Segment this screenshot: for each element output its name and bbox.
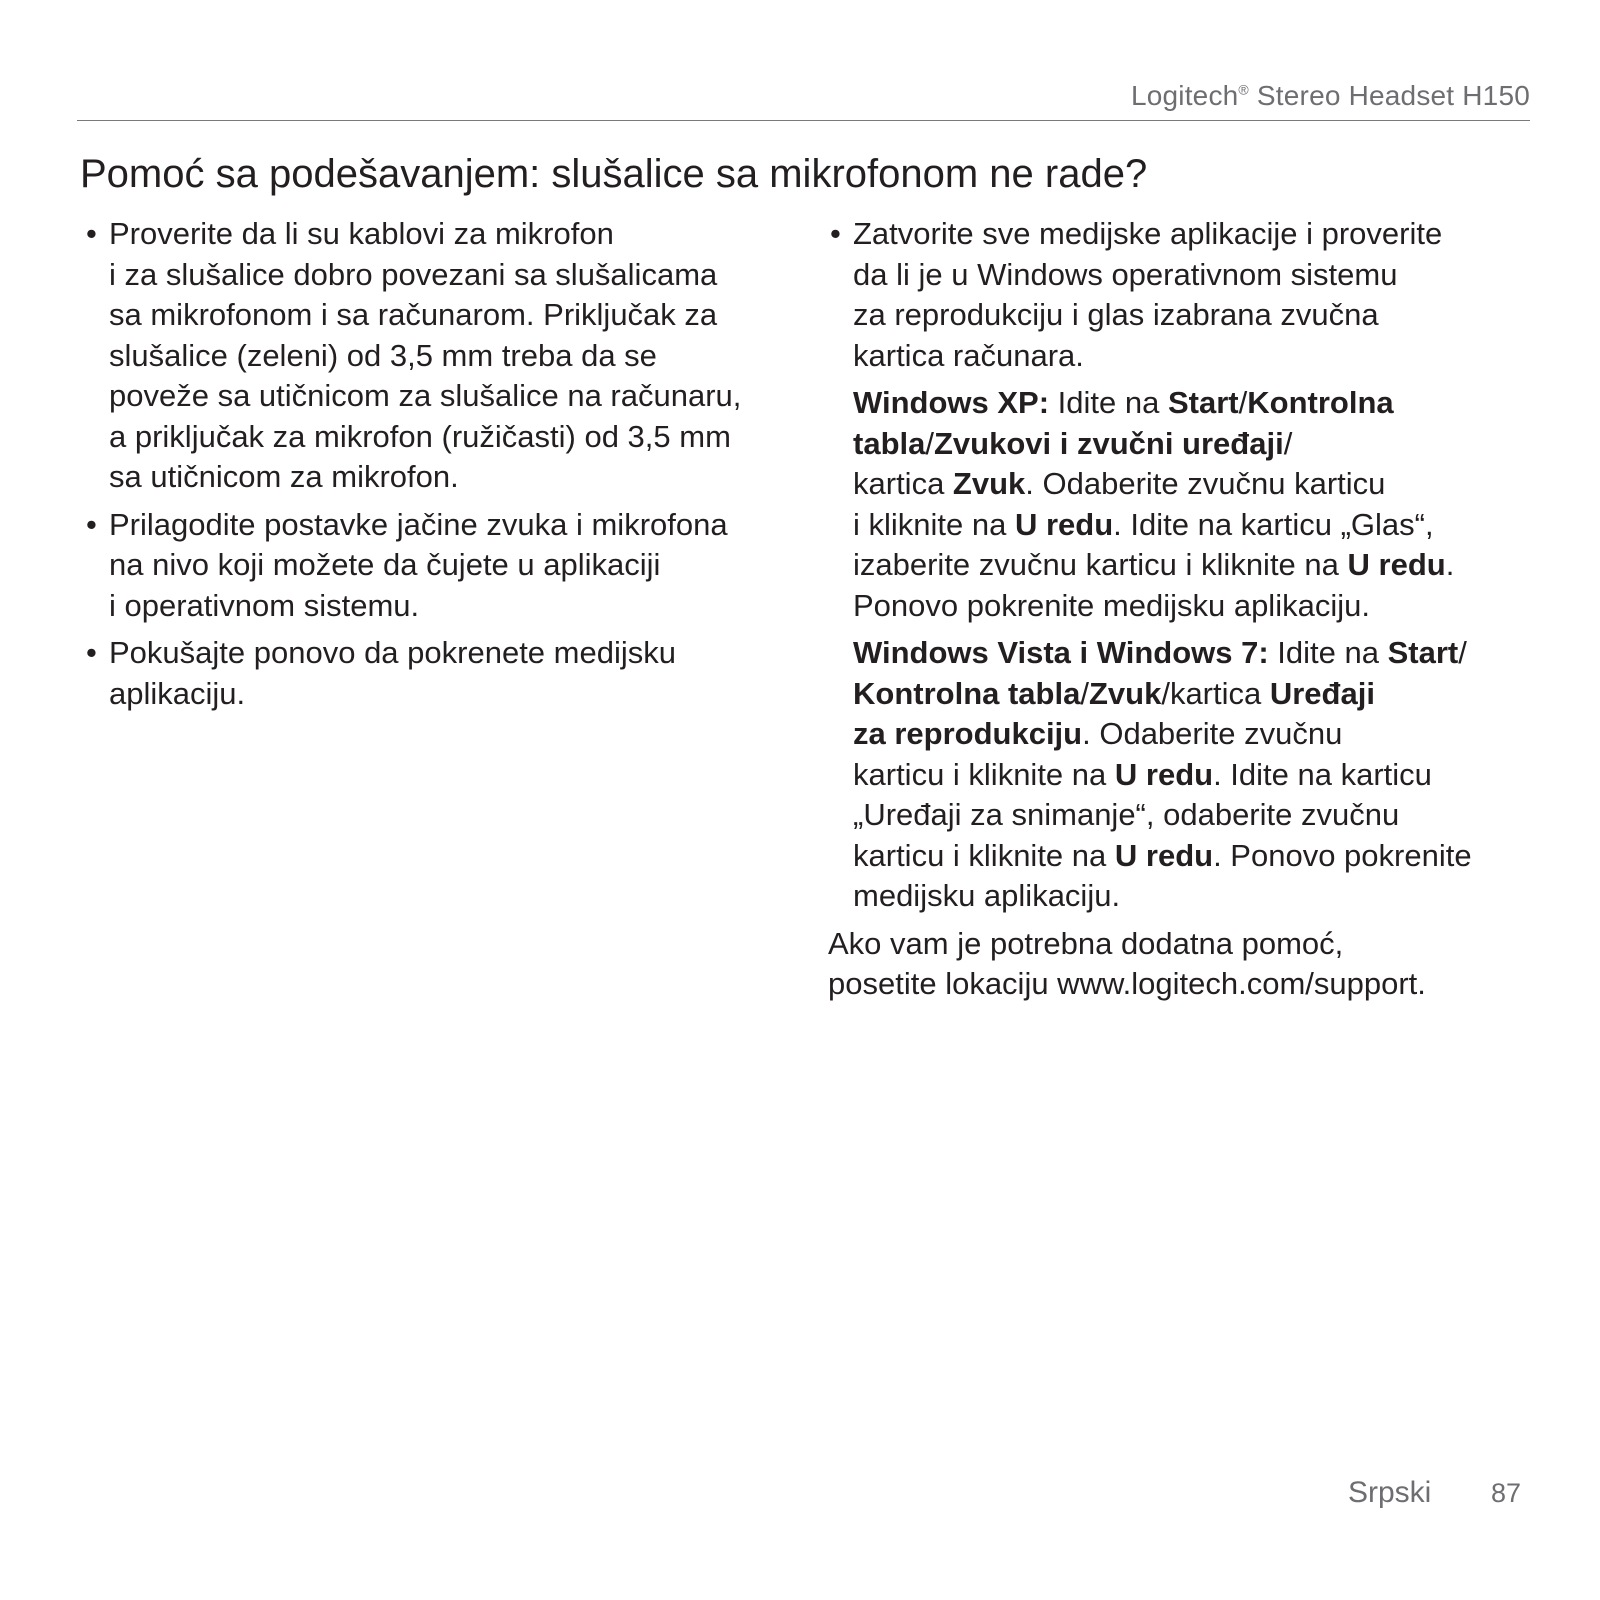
text-line: i za slušalice dobro povezani sa slušalicama [109,256,718,292]
page-header [77,76,1530,121]
text-line [853,424,1535,465]
menu-path-sound: Zvuk [1088,675,1162,711]
ok-button-label: U redu [1114,756,1214,792]
windows-vista-label: Windows Vista i Windows 7: [853,635,1269,670]
text-line [853,633,1535,674]
text-run: i kliknite na [853,506,1015,542]
product-model: Stereo Headset H150 [1248,80,1530,111]
ok-button-label: U redu [1114,837,1214,873]
menu-path-control-panel: Kontrolna tabla [853,675,1081,711]
menu-path-devices: Uređaji [1269,675,1375,711]
text-run: karticu i kliknite na [853,837,1115,873]
path-separator: / [925,425,934,461]
bullet-icon: • [86,506,97,542]
text-line: slušalice (zeleni) od 3,5 mm treba da se [109,337,657,373]
bullet-icon: • [86,216,97,251]
path-separator: / [1080,675,1089,711]
text-line: na nivo koji možete da čujete u aplikaciji [109,547,661,582]
ok-button-label: U redu [1347,547,1446,582]
menu-path-control-panel: Kontrolna [1247,385,1394,420]
text-run: . Ponovo pokrenite [1213,837,1472,873]
text-line: a priključak za mikrofon (ružičasti) od 3,5 mm [109,418,731,454]
text-line: Zatvorite sve medijske aplikacije i proverite [853,216,1443,251]
text-run: karticu i kliknite na [853,756,1115,792]
menu-path-sounds-devices: Zvukovi i zvučni uređaji [933,425,1284,461]
text-line [853,545,1535,586]
text-line: „Uređaji za snimanje“, odaberite zvučnu [853,797,1400,832]
bullet-icon: • [830,216,841,251]
text-line: Ponovo pokrenite medijsku aplikaciju. [853,587,1370,623]
bullet-list [830,214,1535,376]
ok-button-label: U redu [1014,506,1114,542]
path-separator: / [1238,385,1248,420]
menu-path-playback: za reprodukciju [853,716,1083,751]
text-run: . [1445,547,1455,582]
text-line: Prilagodite postavke jačine zvuka i mikrofona [109,506,728,542]
path-separator: / [1283,425,1293,461]
support-link: posetite lokaciju www.logitech.com/support. [828,966,1426,1001]
text-line: za reprodukciju i glas izabrana zvučna [853,297,1379,332]
bullet-list [86,214,806,714]
text-line: i operativnom sistemu. [109,587,420,623]
windows-xp-instructions [830,383,1535,626]
page-number: 87 [1491,1478,1522,1508]
text-run: . Idite na karticu [1213,756,1432,792]
page-title: Pomoć sa podešavanjem: slušalice sa mikrofonom ne rade? [80,152,1148,196]
text-line: da li je u Windows operativnom sistemu [853,256,1398,292]
right-column [830,214,1535,1005]
text-line [853,464,1535,505]
brand-name: Logitech [1130,80,1239,111]
product-name [1131,80,1530,112]
text-line [853,836,1535,877]
text-line [853,714,1535,755]
text-line [853,383,1535,424]
support-note [828,924,1535,1005]
text-run: kartica [853,466,953,501]
bullet-icon: • [86,635,97,670]
text-line: medijsku aplikaciju. [853,878,1121,913]
text-run: . Odaberite zvučnu [1082,716,1343,751]
text-run: Idite na [1268,635,1388,670]
text-line [853,505,1535,546]
left-column [86,214,806,721]
menu-path-control-panel: tabla [853,425,926,461]
windows-vista-7-instructions [830,633,1535,917]
text-run: . Idite na karticu „Glas“, [1113,506,1434,542]
text-line: sa utičnicom za mikrofon. [109,459,459,494]
text-line: Ako vam je potrebna dodatna pomoć, [828,925,1344,961]
text-run: Idite na [1049,385,1168,420]
list-item [86,214,806,498]
text-line [853,674,1535,715]
text-line: aplikaciju. [109,675,246,711]
list-item [830,214,1535,376]
menu-path-start: Start [1167,385,1239,420]
text-line: poveže sa utičnicom za slušalice na računaru, [109,378,742,413]
path-separator: / [1458,635,1467,670]
text-run: /kartica [1161,675,1270,711]
text-line: Proverite da li su kablovi za mikrofon [109,216,614,251]
list-item [86,505,806,627]
text-line: Pokušajte ponovo da pokrenete medijsku [109,635,676,670]
menu-path-sound-tab: Zvuk [952,466,1026,501]
list-item [86,633,806,714]
text-line [853,755,1535,796]
registered-mark: ® [1238,81,1249,98]
text-run: izaberite zvučnu karticu i kliknite na [853,547,1348,582]
text-line: kartica računara. [853,337,1084,373]
windows-xp-label: Windows XP: [853,385,1050,420]
footer-language: Srpski [1348,1476,1432,1509]
text-run: . Odaberite zvučnu karticu [1025,466,1386,501]
menu-path-start: Start [1387,635,1459,670]
text-line: sa mikrofonom i sa računarom. Priključak za [109,297,718,332]
